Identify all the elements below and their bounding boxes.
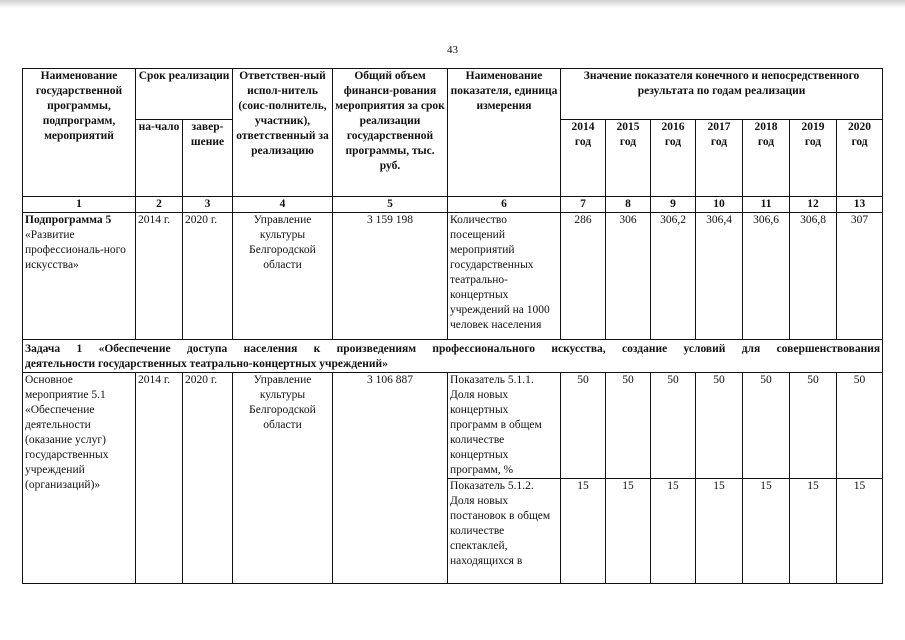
task-line-1: Задача 1 «Обеспечение доступа населения к произведениям профессионального искусства, создание условий для совершенствования <box>25 343 881 355</box>
column-number-row <box>23 197 883 213</box>
header-volume: Общий объем финанси-рования мероприятия за срок реализации государственной программы, тыс. руб. <box>333 69 448 197</box>
header-year: 2018 год <box>743 120 790 197</box>
column-number: 13 <box>837 197 883 213</box>
value-cell: 286 <box>561 213 606 340</box>
header-year: 2014 год <box>561 120 606 197</box>
value-cell: 15 <box>790 479 837 584</box>
header-name: Наименование государственной программы, подпрограмм, мероприятий <box>23 69 136 197</box>
header-row-1 <box>23 69 883 120</box>
value-cell: 50 <box>696 373 743 479</box>
value-cell: 50 <box>606 373 651 479</box>
responsible: Управление культуры Белгородской области <box>233 213 333 340</box>
start-year: 2014 г. <box>136 213 183 340</box>
end-year: 2020 г. <box>183 213 233 340</box>
measure-name: Основное мероприятие 5.1 «Обеспечение деятельности (оказание услуг) государственных учреждений (организаций)» <box>23 373 136 584</box>
column-number: 6 <box>448 197 561 213</box>
column-number: 12 <box>790 197 837 213</box>
header-indicator: Наименование показателя, единица измерения <box>448 69 561 197</box>
header-end: завер-шение <box>183 120 233 197</box>
task-line-2: деятельности государственных театрально-концертных учреждений» <box>25 358 388 370</box>
responsible: Управление культуры Белгородской области <box>233 373 333 584</box>
header-year: 2015 год <box>606 120 651 197</box>
column-number: 11 <box>743 197 790 213</box>
value-cell: 50 <box>743 373 790 479</box>
column-number: 2 <box>136 197 183 213</box>
value-cell: 306 <box>606 213 651 340</box>
subprogram-title: Подпрограмма 5 <box>25 214 112 226</box>
column-number: 4 <box>233 197 333 213</box>
column-number: 8 <box>606 197 651 213</box>
value-cell: 15 <box>606 479 651 584</box>
value-cell: 50 <box>651 373 696 479</box>
page-number: 43 <box>447 44 458 56</box>
column-number: 7 <box>561 197 606 213</box>
start-year: 2014 г. <box>136 373 183 584</box>
value-cell: 50 <box>790 373 837 479</box>
value-cell: 15 <box>696 479 743 584</box>
value-cell: 306,4 <box>696 213 743 340</box>
program-table <box>22 68 883 584</box>
value-cell: 15 <box>561 479 606 584</box>
value-cell: 15 <box>837 479 883 584</box>
subprogram-name <box>23 213 136 340</box>
header-values: Значение показателя конечного и непосредственного результата по годам реализации <box>561 69 883 120</box>
header-term: Срок реализации <box>136 69 233 120</box>
value-cell: 15 <box>651 479 696 584</box>
header-year: 2019 год <box>790 120 837 197</box>
header-year: 2016 год <box>651 120 696 197</box>
value-cell: 307 <box>837 213 883 340</box>
header-year: 2020 год <box>837 120 883 197</box>
indicator-text: Показатель 5.1.1. Доля новых концертных программ в общем количестве концертных программ, % <box>448 373 561 479</box>
column-number: 10 <box>696 197 743 213</box>
column-number: 3 <box>183 197 233 213</box>
value-cell: 306,2 <box>651 213 696 340</box>
subprogram-subtitle: «Развитие профессиональ-ного искусства» <box>25 229 126 271</box>
volume: 3 159 198 <box>333 213 448 340</box>
header-start: на-чало <box>136 120 183 197</box>
end-year: 2020 г. <box>183 373 233 584</box>
column-number: 1 <box>23 197 136 213</box>
measure-row <box>23 373 883 479</box>
column-number: 9 <box>651 197 696 213</box>
indicator-text: Количество посещений мероприятий государственных театрально-концертных учреждений на 1000 человек населения <box>448 213 561 340</box>
indicator-text: Показатель 5.1.2. Доля новых постановок в общем количестве спектаклей, находящихся в <box>448 479 561 584</box>
scan-edge <box>0 0 905 8</box>
value-cell: 15 <box>743 479 790 584</box>
task-row <box>23 340 883 373</box>
value-cell: 50 <box>837 373 883 479</box>
task-cell <box>23 340 883 373</box>
value-cell: 306,8 <box>790 213 837 340</box>
column-number: 5 <box>333 197 448 213</box>
header-responsible: Ответствен-ный испол-нитель (соис-полнитель, участник), ответственный за реализацию <box>233 69 333 197</box>
value-cell: 50 <box>561 373 606 479</box>
header-year: 2017 год <box>696 120 743 197</box>
subprogram-row <box>23 213 883 340</box>
volume: 3 106 887 <box>333 373 448 584</box>
value-cell: 306,6 <box>743 213 790 340</box>
